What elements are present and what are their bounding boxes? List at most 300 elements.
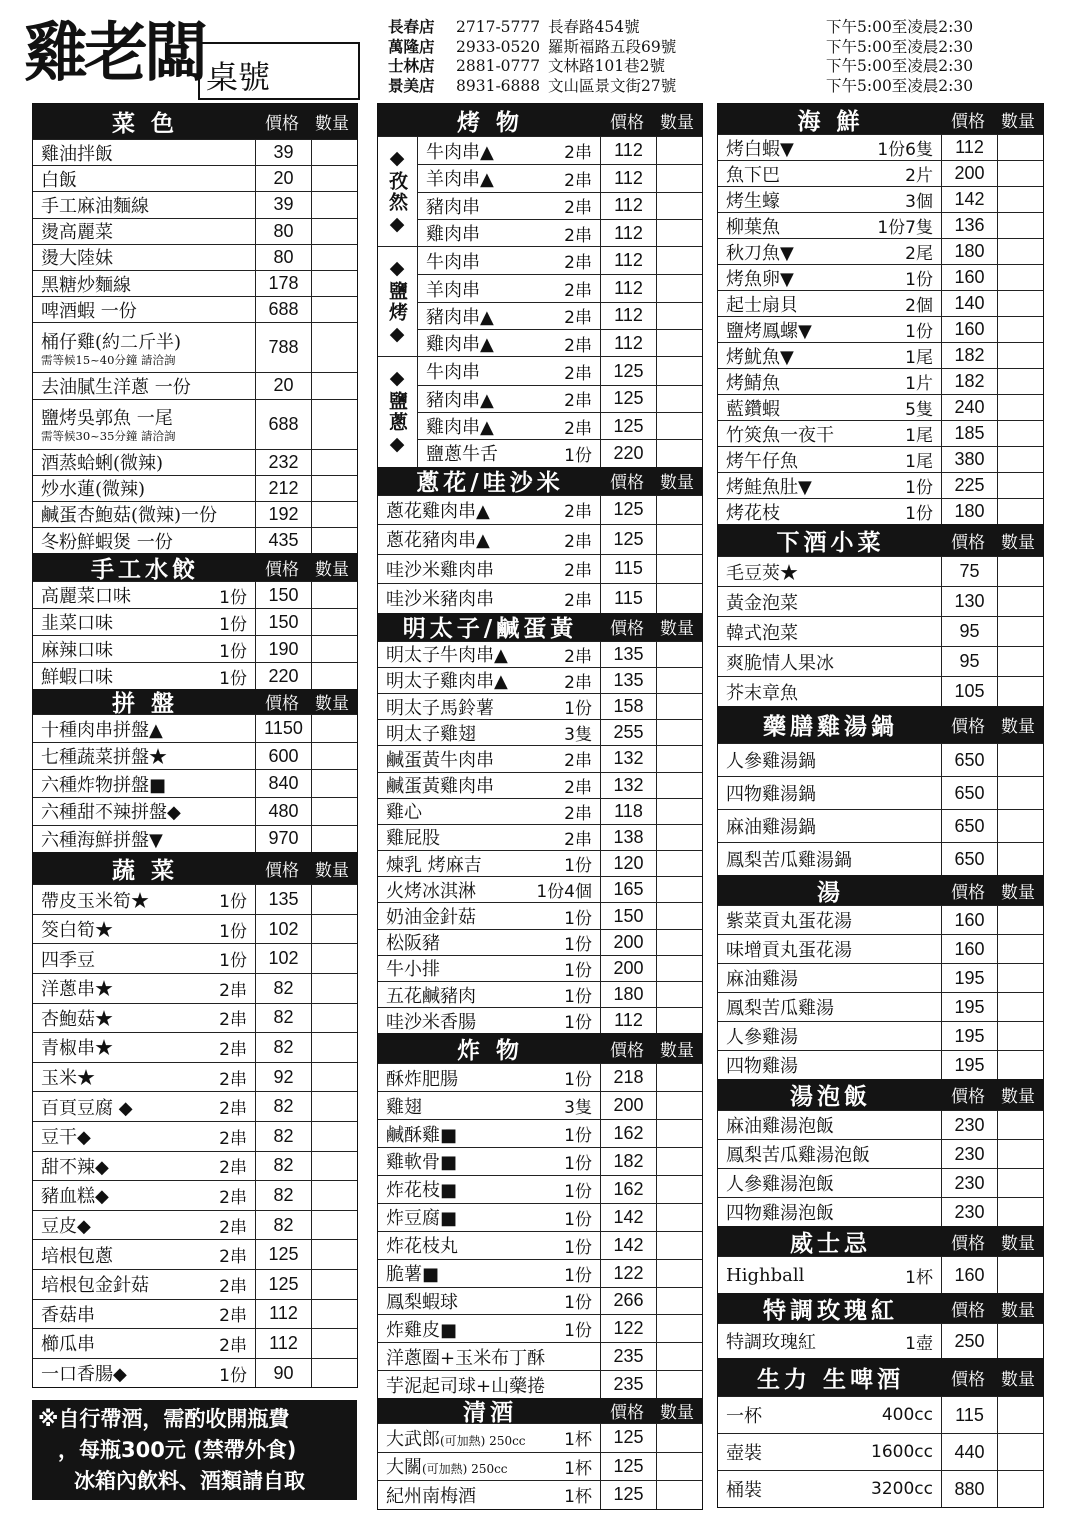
- item-name-text: 炒水蓮(微辣): [41, 479, 146, 501]
- item-name: [426, 220, 564, 246]
- quantity-input[interactable]: [311, 770, 357, 797]
- quantity-input[interactable]: [997, 1471, 1043, 1507]
- menu-item-row[interactable]: [378, 1091, 702, 1119]
- menu-item-row[interactable]: [718, 498, 1043, 524]
- menu-item-row[interactable]: [378, 524, 702, 554]
- quantity-input[interactable]: [311, 1329, 357, 1358]
- menu-item-row[interactable]: [378, 554, 702, 584]
- menu-item-row[interactable]: [418, 219, 702, 246]
- item-unit: 1份: [219, 614, 247, 635]
- menu-item-row[interactable]: [33, 1032, 357, 1062]
- quantity-input[interactable]: [656, 746, 702, 771]
- quantity-input[interactable]: [656, 193, 702, 219]
- menu-item-row[interactable]: [378, 1259, 702, 1287]
- menu-item-row[interactable]: [718, 776, 1043, 809]
- quantity-input[interactable]: [656, 496, 702, 525]
- quantity-input[interactable]: [311, 1359, 357, 1388]
- quantity-column-label: 數量: [315, 559, 349, 580]
- menu-item-row[interactable]: [378, 1119, 702, 1147]
- quantity-input[interactable]: [311, 636, 357, 662]
- quantity-input[interactable]: [656, 1481, 702, 1509]
- quantity-input[interactable]: [656, 275, 702, 301]
- quantity-input[interactable]: [656, 773, 702, 798]
- quantity-input[interactable]: [656, 584, 702, 613]
- menu-item-row[interactable]: [378, 641, 702, 667]
- quantity-input[interactable]: [656, 247, 702, 274]
- menu-item-row[interactable]: [418, 137, 702, 164]
- menu-item-row[interactable]: [33, 270, 357, 296]
- menu-item-row[interactable]: [418, 274, 702, 301]
- menu-item-row[interactable]: [418, 192, 702, 219]
- quantity-input[interactable]: [656, 1343, 702, 1370]
- quantity-input[interactable]: [656, 386, 702, 412]
- menu-item-row[interactable]: [718, 212, 1043, 238]
- quantity-input[interactable]: [997, 617, 1043, 646]
- menu-item-row[interactable]: [33, 1239, 357, 1269]
- section-header-fried: [378, 1033, 702, 1063]
- quantity-input[interactable]: [656, 982, 702, 1007]
- quantity-input[interactable]: [997, 239, 1043, 264]
- quantity-input[interactable]: [311, 476, 357, 501]
- quantity-input[interactable]: [997, 1140, 1043, 1168]
- quantity-input[interactable]: [656, 1315, 702, 1342]
- menu-item-row[interactable]: [33, 449, 357, 475]
- menu-item-row[interactable]: [718, 809, 1043, 842]
- quantity-input[interactable]: [311, 1122, 357, 1151]
- table-number-field[interactable]: 桌號: [198, 42, 360, 100]
- menu-item-row[interactable]: [718, 842, 1043, 875]
- quantity-input[interactable]: [311, 1063, 357, 1092]
- item-unit: 400cc: [881, 1405, 933, 1425]
- menu-item-row[interactable]: [33, 769, 357, 797]
- item-name: [726, 1023, 933, 1049]
- quantity-input[interactable]: [656, 1453, 702, 1481]
- quantity-column-label: 數量: [315, 114, 349, 134]
- quantity-input[interactable]: [997, 161, 1043, 186]
- menu-item-row[interactable]: [378, 955, 702, 981]
- menu-item-row[interactable]: [378, 1452, 702, 1481]
- menu-item-row[interactable]: [33, 608, 357, 635]
- menu-item-row[interactable]: [718, 1050, 1043, 1079]
- section-title: 特調玫瑰紅: [763, 1297, 898, 1324]
- menu-item-row[interactable]: [718, 934, 1043, 963]
- item-name-cell: [378, 851, 600, 876]
- menu-item-row[interactable]: [378, 1063, 702, 1091]
- quantity-column-label: 數量: [315, 694, 349, 715]
- menu-item-row[interactable]: [418, 164, 702, 191]
- menu-column-2: [377, 103, 703, 1510]
- item-name-cell: [33, 373, 255, 398]
- quantity-input[interactable]: [997, 1324, 1043, 1358]
- item-name: [41, 1271, 219, 1297]
- menu-item-row[interactable]: [718, 134, 1043, 160]
- menu-item-row[interactable]: [33, 581, 357, 608]
- quantity-input[interactable]: [311, 1181, 357, 1210]
- quantity-input[interactable]: [656, 930, 702, 955]
- menu-item-row[interactable]: [718, 420, 1043, 446]
- menu-item-row[interactable]: [378, 1423, 702, 1452]
- menu-item-row[interactable]: [378, 850, 702, 876]
- quantity-input[interactable]: [656, 137, 702, 164]
- menu-item-row[interactable]: [718, 1197, 1043, 1226]
- quantity-input[interactable]: [997, 843, 1043, 875]
- quantity-input[interactable]: [656, 1120, 702, 1147]
- quantity-input[interactable]: [997, 1198, 1043, 1226]
- quantity-input[interactable]: [311, 974, 357, 1003]
- menu-item-row[interactable]: [718, 1323, 1043, 1358]
- menu-item-row[interactable]: [33, 399, 357, 449]
- menu-item-row[interactable]: [33, 884, 357, 914]
- menu-item-row[interactable]: [718, 160, 1043, 186]
- quantity-input[interactable]: [656, 799, 702, 824]
- quantity-input[interactable]: [997, 1111, 1043, 1139]
- menu-item-row[interactable]: [418, 302, 702, 329]
- quantity-input[interactable]: [656, 525, 702, 554]
- item-name-cell: [378, 956, 600, 981]
- menu-item-row[interactable]: [33, 943, 357, 973]
- quantity-input[interactable]: [656, 413, 702, 439]
- quantity-input[interactable]: [997, 1051, 1043, 1079]
- quantity-input[interactable]: [656, 825, 702, 850]
- quantity-input[interactable]: [311, 166, 357, 191]
- menu-item-row[interactable]: [33, 825, 357, 853]
- item-name-cell: [33, 770, 255, 797]
- quantity-input[interactable]: [656, 1148, 702, 1175]
- quantity-input[interactable]: [656, 956, 702, 981]
- quantity-input[interactable]: [656, 165, 702, 191]
- menu-item-row[interactable]: [718, 1396, 1043, 1433]
- menu-item-row[interactable]: [33, 527, 357, 553]
- item-name-text: 鹽蔥牛舌: [426, 444, 498, 466]
- menu-item-row[interactable]: [378, 1480, 702, 1509]
- quantity-input[interactable]: [311, 826, 357, 853]
- quantity-input[interactable]: [656, 1288, 702, 1315]
- menu-item-row[interactable]: [718, 290, 1043, 316]
- section-title: 下酒小菜: [776, 529, 885, 556]
- menu-item-row[interactable]: [378, 1342, 702, 1370]
- quantity-input[interactable]: [311, 502, 357, 527]
- menu-item-row[interactable]: [718, 616, 1043, 646]
- item-name: [386, 1176, 564, 1202]
- menu-item-row[interactable]: [378, 1231, 702, 1259]
- menu-item-row[interactable]: [418, 385, 702, 412]
- quantity-input[interactable]: [311, 1270, 357, 1299]
- quantity-input[interactable]: [656, 357, 702, 384]
- quantity-input[interactable]: [997, 395, 1043, 420]
- quantity-input[interactable]: [656, 1371, 702, 1398]
- item-price: 142: [600, 1232, 656, 1259]
- quantity-input[interactable]: [656, 330, 702, 356]
- menu-item-row[interactable]: [378, 745, 702, 771]
- menu-item-row[interactable]: [718, 342, 1043, 368]
- quantity-input[interactable]: [997, 647, 1043, 676]
- menu-item-row[interactable]: [718, 1110, 1043, 1139]
- quantity-input[interactable]: [997, 317, 1043, 342]
- quantity-input[interactable]: [997, 1257, 1043, 1293]
- quantity-input[interactable]: [656, 1092, 702, 1119]
- quantity-input[interactable]: [311, 400, 357, 449]
- menu-item-row[interactable]: [378, 1203, 702, 1231]
- menu-item-row[interactable]: [33, 797, 357, 825]
- menu-item-row[interactable]: [718, 472, 1043, 498]
- menu-item-row[interactable]: [33, 1062, 357, 1092]
- menu-item-row[interactable]: [718, 743, 1043, 776]
- menu-item-row[interactable]: [33, 635, 357, 662]
- quantity-input[interactable]: [997, 265, 1043, 290]
- quantity-input[interactable]: [311, 323, 357, 372]
- menu-item-row[interactable]: [33, 1269, 357, 1299]
- quantity-input[interactable]: [997, 744, 1043, 776]
- menu-item-row[interactable]: [378, 583, 702, 613]
- menu-item-row[interactable]: [378, 798, 702, 824]
- quantity-input[interactable]: [656, 903, 702, 928]
- quantity-input[interactable]: [656, 720, 702, 745]
- quantity-input[interactable]: [656, 694, 702, 719]
- menu-item-row[interactable]: [33, 322, 357, 372]
- quantity-input[interactable]: [997, 935, 1043, 963]
- quantity-input[interactable]: [311, 915, 357, 944]
- quantity-input[interactable]: [656, 555, 702, 584]
- quantity-input[interactable]: [997, 473, 1043, 498]
- item-name: [726, 239, 905, 264]
- menu-item-row[interactable]: [33, 218, 357, 244]
- quantity-input[interactable]: [656, 851, 702, 876]
- quantity-input[interactable]: [311, 715, 357, 742]
- quantity-input[interactable]: [997, 1022, 1043, 1050]
- quantity-input[interactable]: [997, 291, 1043, 316]
- quantity-input[interactable]: [311, 528, 357, 553]
- menu-item-row[interactable]: [378, 902, 702, 928]
- quantity-input[interactable]: [656, 1424, 702, 1452]
- quantity-input[interactable]: [311, 1211, 357, 1240]
- menu-item-row[interactable]: [718, 264, 1043, 290]
- menu-item-row[interactable]: [33, 1210, 357, 1240]
- menu-item-row[interactable]: [33, 1151, 357, 1181]
- item-name: [386, 1065, 564, 1091]
- item-name: [41, 1360, 219, 1386]
- item-name-cell: [33, 476, 255, 501]
- menu-item-row[interactable]: [718, 238, 1043, 264]
- menu-item-row[interactable]: [33, 1358, 357, 1388]
- quantity-input[interactable]: [656, 668, 702, 693]
- section-header-souprice: [718, 1079, 1043, 1110]
- menu-item-row[interactable]: [33, 1180, 357, 1210]
- menu-item-row[interactable]: [33, 244, 357, 270]
- quantity-input[interactable]: [656, 642, 702, 667]
- menu-item-row[interactable]: [33, 714, 357, 742]
- quantity-input[interactable]: [997, 1169, 1043, 1197]
- item-unit: 1杯: [564, 1430, 592, 1451]
- item-name: [41, 502, 247, 527]
- section-header-platters: [33, 689, 357, 718]
- quantity-input[interactable]: [656, 303, 702, 329]
- menu-item-row[interactable]: [378, 1175, 702, 1203]
- menu-item-row[interactable]: [33, 1299, 357, 1329]
- quantity-input[interactable]: [997, 135, 1043, 160]
- quantity-input[interactable]: [311, 140, 357, 165]
- menu-item-row[interactable]: [718, 368, 1043, 394]
- item-name: [426, 165, 564, 191]
- quantity-input[interactable]: [997, 906, 1043, 934]
- quantity-input[interactable]: [311, 373, 357, 398]
- quantity-input[interactable]: [656, 1008, 702, 1033]
- quantity-input[interactable]: [656, 220, 702, 246]
- quantity-input[interactable]: [997, 499, 1043, 524]
- menu-item-row[interactable]: [33, 742, 357, 770]
- quantity-input[interactable]: [656, 877, 702, 902]
- menu-item-row[interactable]: [378, 1007, 702, 1033]
- quantity-input[interactable]: [311, 1004, 357, 1033]
- menu-item-row[interactable]: [718, 905, 1043, 934]
- quantity-input[interactable]: [656, 440, 702, 466]
- quantity-input[interactable]: [997, 343, 1043, 368]
- menu-item-row[interactable]: [33, 1121, 357, 1151]
- menu-item-row[interactable]: [378, 495, 702, 525]
- quantity-column-label: 數量: [1001, 1087, 1035, 1107]
- menu-item-row[interactable]: [33, 973, 357, 1003]
- menu-item-row[interactable]: [378, 981, 702, 1007]
- menu-item-row[interactable]: [378, 667, 702, 693]
- quantity-input[interactable]: [656, 1232, 702, 1259]
- menu-item-row[interactable]: [33, 372, 357, 398]
- menu-item-row[interactable]: [718, 963, 1043, 992]
- quantity-input[interactable]: [997, 421, 1043, 446]
- menu-item-row[interactable]: [718, 1433, 1043, 1470]
- item-price: 970: [255, 826, 311, 853]
- menu-item-row[interactable]: [33, 191, 357, 217]
- quantity-input[interactable]: [997, 447, 1043, 472]
- menu-item-row[interactable]: [718, 186, 1043, 212]
- menu-item-row[interactable]: [718, 316, 1043, 342]
- menu-item-row[interactable]: [418, 357, 702, 384]
- menu-item-row[interactable]: [418, 247, 702, 274]
- quantity-input[interactable]: [997, 587, 1043, 616]
- menu-item-row[interactable]: [418, 412, 702, 439]
- quantity-input[interactable]: [997, 964, 1043, 992]
- quantity-column-label: 數量: [1001, 1369, 1035, 1390]
- group-label: ◆孜然◆: [378, 137, 418, 246]
- menu-item-row[interactable]: [33, 1091, 357, 1121]
- item-name-text: 麻油雞湯泡飯: [726, 1116, 834, 1137]
- menu-item-row[interactable]: [718, 676, 1043, 706]
- quantity-input[interactable]: [997, 1434, 1043, 1470]
- quantity-input[interactable]: [656, 1204, 702, 1231]
- menu-item-row[interactable]: [378, 1287, 702, 1315]
- quantity-input[interactable]: [997, 557, 1043, 586]
- menu-item-row[interactable]: [378, 719, 702, 745]
- quantity-input[interactable]: [997, 993, 1043, 1021]
- quantity-input[interactable]: [311, 1092, 357, 1121]
- menu-item-row[interactable]: [378, 876, 702, 902]
- item-unit: 2串: [564, 308, 592, 329]
- item-name-text: 鳳梨苦瓜雞湯: [726, 998, 834, 1019]
- section-header-beer: [718, 1358, 1043, 1396]
- quantity-input[interactable]: [311, 885, 357, 914]
- menu-item-row[interactable]: [378, 772, 702, 798]
- menu-item-row[interactable]: [33, 296, 357, 322]
- item-price: 82: [255, 1181, 311, 1210]
- menu-item-row[interactable]: [418, 439, 702, 466]
- quantity-input[interactable]: [311, 1300, 357, 1329]
- menu-item-row[interactable]: [33, 165, 357, 191]
- menu-item-row[interactable]: [33, 475, 357, 501]
- quantity-input[interactable]: [311, 944, 357, 973]
- menu-item-row[interactable]: [378, 693, 702, 719]
- quantity-input[interactable]: [311, 743, 357, 770]
- menu-item-row[interactable]: [718, 1139, 1043, 1168]
- quantity-input[interactable]: [311, 271, 357, 296]
- quantity-input[interactable]: [311, 798, 357, 825]
- quantity-input[interactable]: [311, 450, 357, 475]
- item-name: [726, 265, 905, 290]
- menu-item-row[interactable]: [33, 1328, 357, 1358]
- menu-item-row[interactable]: [718, 992, 1043, 1021]
- quantity-input[interactable]: [311, 245, 357, 270]
- item-name: [726, 369, 905, 394]
- menu-item-row[interactable]: [718, 646, 1043, 676]
- quantity-input[interactable]: [311, 192, 357, 217]
- item-unit: 2串: [219, 1158, 247, 1179]
- item-name-text: 雞心: [386, 802, 422, 824]
- menu-item-row[interactable]: [33, 1003, 357, 1033]
- quantity-input[interactable]: [997, 810, 1043, 842]
- quantity-input[interactable]: [656, 1260, 702, 1287]
- quantity-input[interactable]: [311, 297, 357, 322]
- item-name-cell: [718, 1198, 941, 1226]
- menu-item-row[interactable]: [378, 824, 702, 850]
- quantity-input[interactable]: [997, 677, 1043, 706]
- menu-item-row[interactable]: [718, 556, 1043, 586]
- menu-item-row[interactable]: [718, 1168, 1043, 1197]
- quantity-input[interactable]: [311, 609, 357, 635]
- menu-item-row[interactable]: [718, 394, 1043, 420]
- item-name-cell: [378, 1092, 600, 1119]
- menu-item-row[interactable]: [718, 1021, 1043, 1050]
- menu-item-row[interactable]: [33, 501, 357, 527]
- item-unit: 1份: [564, 934, 592, 955]
- quantity-input[interactable]: [997, 777, 1043, 809]
- menu-item-row[interactable]: [378, 1147, 702, 1175]
- quantity-input[interactable]: [311, 1240, 357, 1269]
- quantity-input[interactable]: [311, 219, 357, 244]
- menu-item-row[interactable]: [33, 139, 357, 165]
- menu-item-row[interactable]: [418, 329, 702, 356]
- item-unit: 2串: [564, 225, 592, 246]
- menu-item-row[interactable]: [33, 914, 357, 944]
- menu-item-row[interactable]: [718, 446, 1043, 472]
- item-unit: 1份: [905, 478, 933, 498]
- item-price: 200: [941, 161, 997, 186]
- quantity-input[interactable]: [311, 582, 357, 608]
- item-unit: 1份: [564, 1265, 592, 1286]
- menu-item-row[interactable]: [378, 929, 702, 955]
- quantity-input[interactable]: [311, 1152, 357, 1181]
- quantity-input[interactable]: [997, 187, 1043, 212]
- quantity-input[interactable]: [997, 1397, 1043, 1433]
- quantity-input[interactable]: [656, 1176, 702, 1203]
- item-name: [726, 813, 933, 839]
- quantity-input[interactable]: [997, 213, 1043, 238]
- quantity-input[interactable]: [997, 369, 1043, 394]
- menu-item-row[interactable]: [378, 1314, 702, 1342]
- item-price: 82: [255, 1122, 311, 1151]
- quantity-input[interactable]: [311, 1033, 357, 1062]
- quantity-input[interactable]: [311, 663, 357, 689]
- quantity-input[interactable]: [656, 1064, 702, 1091]
- menu-item-row[interactable]: [718, 586, 1043, 616]
- menu-item-row[interactable]: [718, 1470, 1043, 1507]
- menu-item-row[interactable]: [718, 1256, 1043, 1293]
